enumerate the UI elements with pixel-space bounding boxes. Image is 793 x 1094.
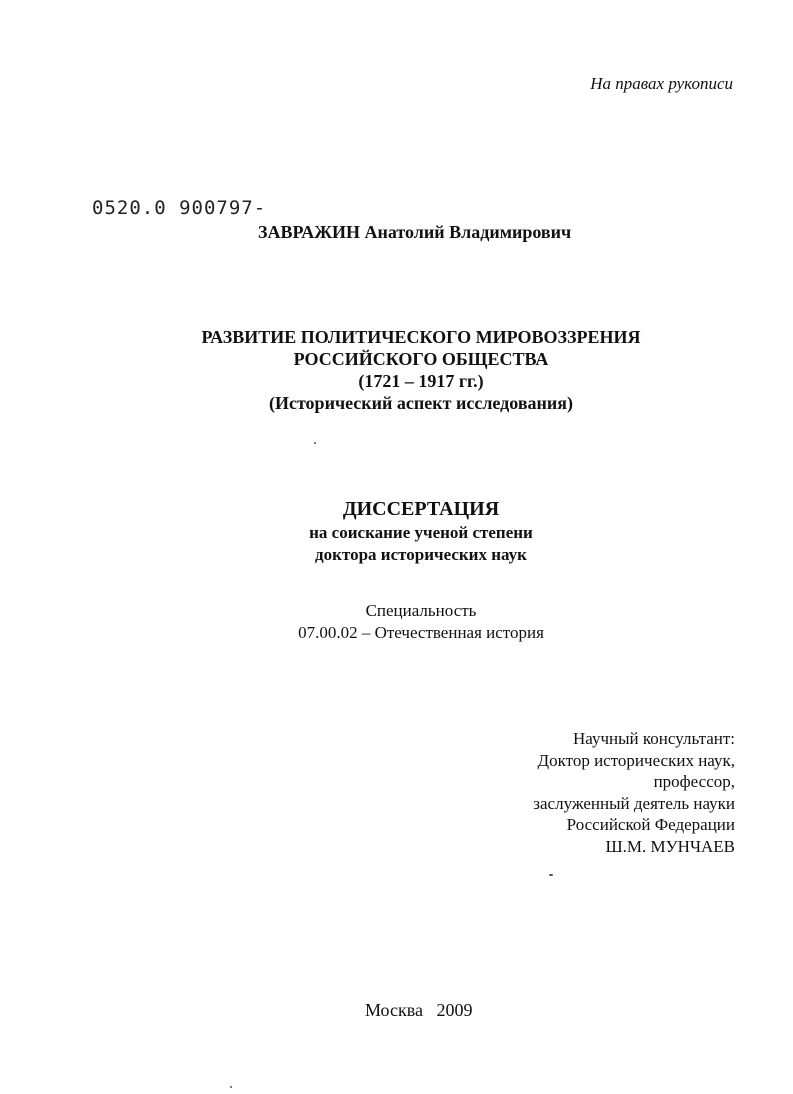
archive-code: 0520.0 900797- — [92, 197, 267, 219]
title-line-1: РАЗВИТИЕ ПОЛИТИЧЕСКОГО МИРОВОЗЗРЕНИЯ — [201, 327, 641, 347]
title-line-2: РОССИЙСКОГО ОБЩЕСТВА — [293, 349, 549, 369]
scientific-consultant — [533, 728, 735, 857]
scan-speck — [314, 442, 316, 444]
title-subtitle: (Исторический аспект исследования) — [268, 393, 574, 413]
consultant-honor-2: Российской Федерации — [566, 815, 735, 834]
author-name: ЗАВРАЖИН Анатолий Владимирович — [258, 222, 572, 242]
degree-line-1: на соискание ученой степени — [309, 523, 533, 542]
degree-line-2: доктора исторических наук — [315, 545, 527, 564]
consultant-degree: Доктор исторических наук, — [537, 750, 735, 770]
city: Москва — [365, 1000, 423, 1020]
dissertation-type — [0, 496, 793, 566]
consultant-rank: профессор, — [653, 772, 735, 791]
specialty-value: 07.00.02 – Отечественная история — [298, 623, 544, 642]
title-years: (1721 – 1917 гг.) — [358, 371, 484, 391]
scan-speck — [230, 1086, 232, 1088]
consultant-label: Научный консультант: — [573, 729, 735, 748]
dissertation-heading: ДИССЕРТАЦИЯ — [342, 498, 500, 520]
consultant-name: Ш.М. МУНЧАЕВ — [605, 836, 735, 856]
dissertation-title — [0, 326, 793, 414]
scan-speck — [549, 874, 553, 876]
city-year — [365, 1000, 473, 1021]
manuscript-note: На правах рукописи — [590, 74, 733, 93]
year: 2009 — [436, 1000, 473, 1020]
consultant-honor-1: заслуженный деятель науки — [533, 793, 735, 813]
specialty-block — [0, 600, 793, 644]
specialty-label: Специальность — [365, 601, 477, 620]
